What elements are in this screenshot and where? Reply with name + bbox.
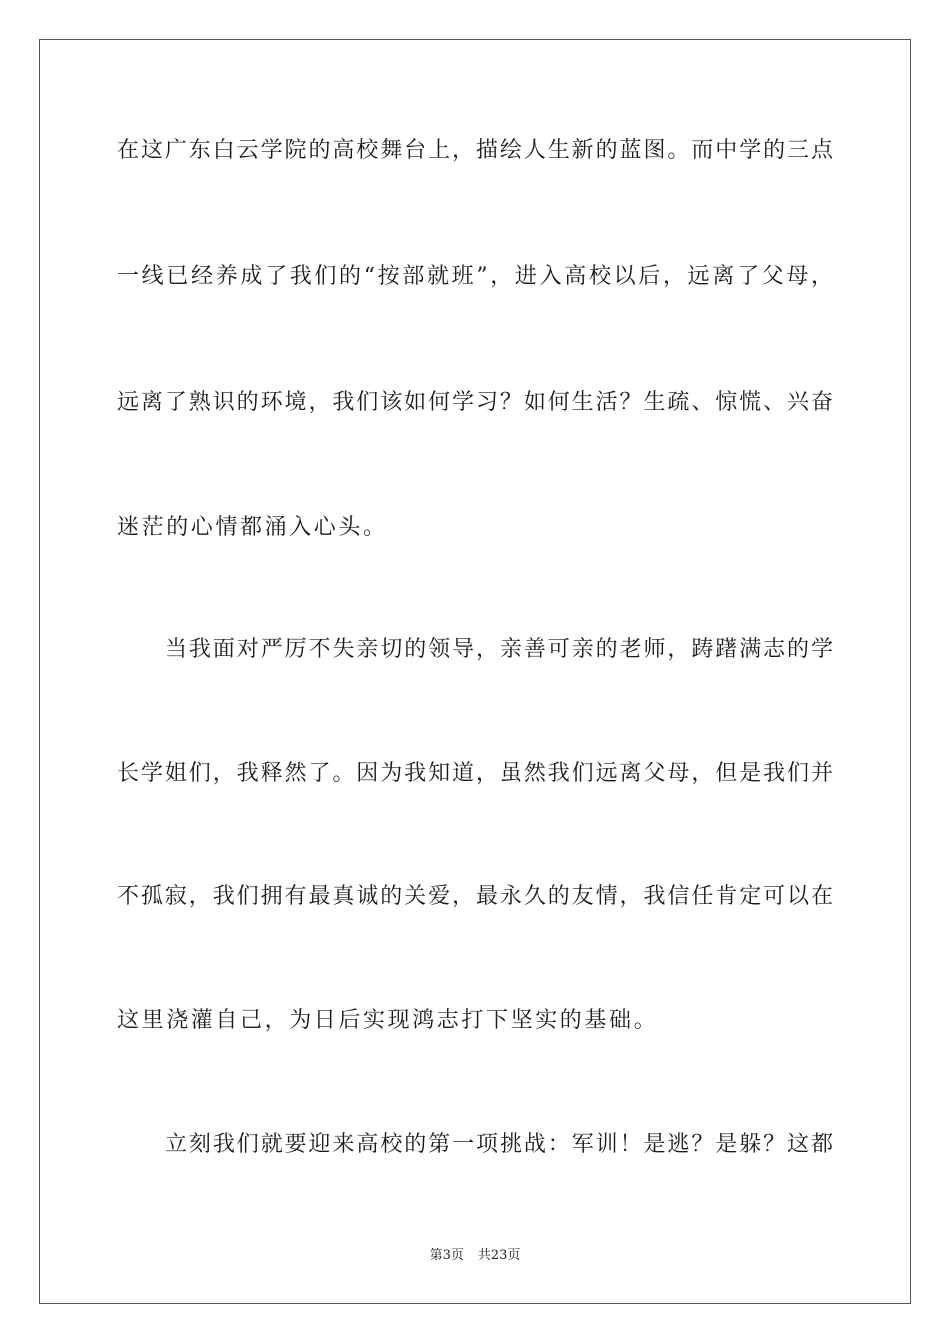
page-total: 共23页	[477, 1248, 521, 1263]
page-footer	[0, 1247, 950, 1265]
paragraph-3-line-1: 立刻我们就要迎来高校的第一项挑战：军训！是逃？是躲？这都	[165, 1132, 833, 1157]
paragraph-1-line-2: 一线已经养成了我们的“按部就班”，进入高校以后，远离了父母，	[117, 264, 833, 289]
paragraph-1-line-4: 迷茫的心情都涌入心头。	[117, 515, 388, 540]
page-number: 第3页	[429, 1248, 464, 1263]
page-border	[39, 39, 911, 1304]
paragraph-1-line-3: 远离了熟识的环境，我们该如何学习？如何生活？生疏、惊慌、兴奋	[117, 390, 833, 415]
paragraph-2-line-1: 当我面对严厉不失亲切的领导，亲善可亲的老师，踌躇满志的学	[165, 637, 833, 662]
paragraph-1-line-1: 在这广东白云学院的高校舞台上，描绘人生新的蓝图。而中学的三点	[117, 138, 833, 163]
paragraph-2-line-3: 不孤寂，我们拥有最真诚的关爱，最永久的友情，我信任肯定可以在	[117, 884, 833, 909]
paragraph-2-line-2: 长学姐们，我释然了。因为我知道，虽然我们远离父母，但是我们并	[117, 761, 833, 786]
paragraph-2-line-4: 这里浇灌自己，为日后实现鸿志打下坚实的基础。	[117, 1008, 659, 1033]
